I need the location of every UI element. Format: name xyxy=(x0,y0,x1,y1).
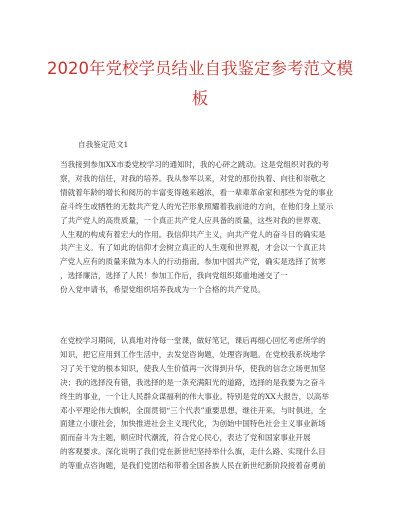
text-line: 的等重点咨询题，是我们党团结和带着全国各族人民在新世纪新阶段接着奋勇前 xyxy=(60,461,326,471)
text-line: 的客观要求。深化说明了我们党在新世纪坚持举什么旗，走什么路、实现什么目 xyxy=(60,447,326,457)
text-line: 习了关于党的根本知识，使我人生价值再一次得到升华，使我的信念立场更加坚 xyxy=(60,363,326,373)
text-line: 份入党申请书，希望党组织培养我成为一个合格的共产党员。 xyxy=(60,285,266,295)
text-line: ，选择廉洁，选择了人民！参加工作后，我向党组织郑重地递交了一 xyxy=(60,271,288,281)
text-line: 知识，把它应用到工作生活中，去发觉咨询题，处理咨询题。在党校我系统地学 xyxy=(60,349,326,359)
paragraph-2 xyxy=(60,334,342,473)
text-line: 产党人应有的质量来做为本人的行动指南。参加中国共产党，确实是选择了贫寒 xyxy=(60,257,326,267)
text-line: 面而奋斗为主题，顺应时代潮流，符合党心民心，表达了党和国家事业开展 xyxy=(60,433,311,443)
text-line: 决；我的选择没有错，我选择的是一条充满阳光的道路，选择的是我要为之奋斗 xyxy=(60,377,326,387)
text-line: 奋斗终生或牺牲的无数共产党人的光芒形象照耀着我前进的方向，在他们身上显示 xyxy=(60,201,334,211)
text-line: 情就着年龄的增长和阅历的丰富变得越来越浓，看一辈辈革命家和那些为党的事业 xyxy=(60,187,334,197)
section-heading: 自我鉴定范文1 xyxy=(78,140,129,149)
document-title xyxy=(36,54,364,114)
text-line: 人生观的构成有着宏大的作用。我信仰共产主义，向共产党人的奋斗目的确实是 xyxy=(60,229,326,239)
text-line: 共产主义。有了如此的信仰才会树立真正的人生观和世界观，才会以一个真正共 xyxy=(60,243,326,253)
text-line: 当我接到参加XX市委党校学习的通知时，我的心砰之跳动。这是党组织对我的考 xyxy=(60,160,329,169)
title-line: 2020年党校学员结业自我鉴定参考范文模 xyxy=(47,59,353,78)
text-line: 在党校学习期间，认真地对待每一堂课，做好笔记，课后再细心回忆考虑所学的 xyxy=(60,336,326,345)
text-line: 察，对我的信任，对我的培养。我从参军以来，对党的那份执着、向往和崇敬之 xyxy=(60,173,326,183)
text-line: 面建立小康社会，加快推进社会主义现代化，为创始中国特色社会主义事业新场 xyxy=(60,419,326,429)
text-line: 了共产党人的高贵质量，一个真正共产党人应具备的质量，这些对我的世界观、 xyxy=(60,215,326,225)
text-line: 邓小平理论伟大旗帜，全面贯彻“三个代表”重要思想，继往开来，与时俱进，全 xyxy=(60,405,326,415)
paragraph-1 xyxy=(60,158,342,297)
text-line: 终生的事业，一个让人民群众谋福利的伟大事业。特别是党的XX大报告，以高举 xyxy=(60,391,329,401)
title-line: 板 xyxy=(191,89,209,108)
